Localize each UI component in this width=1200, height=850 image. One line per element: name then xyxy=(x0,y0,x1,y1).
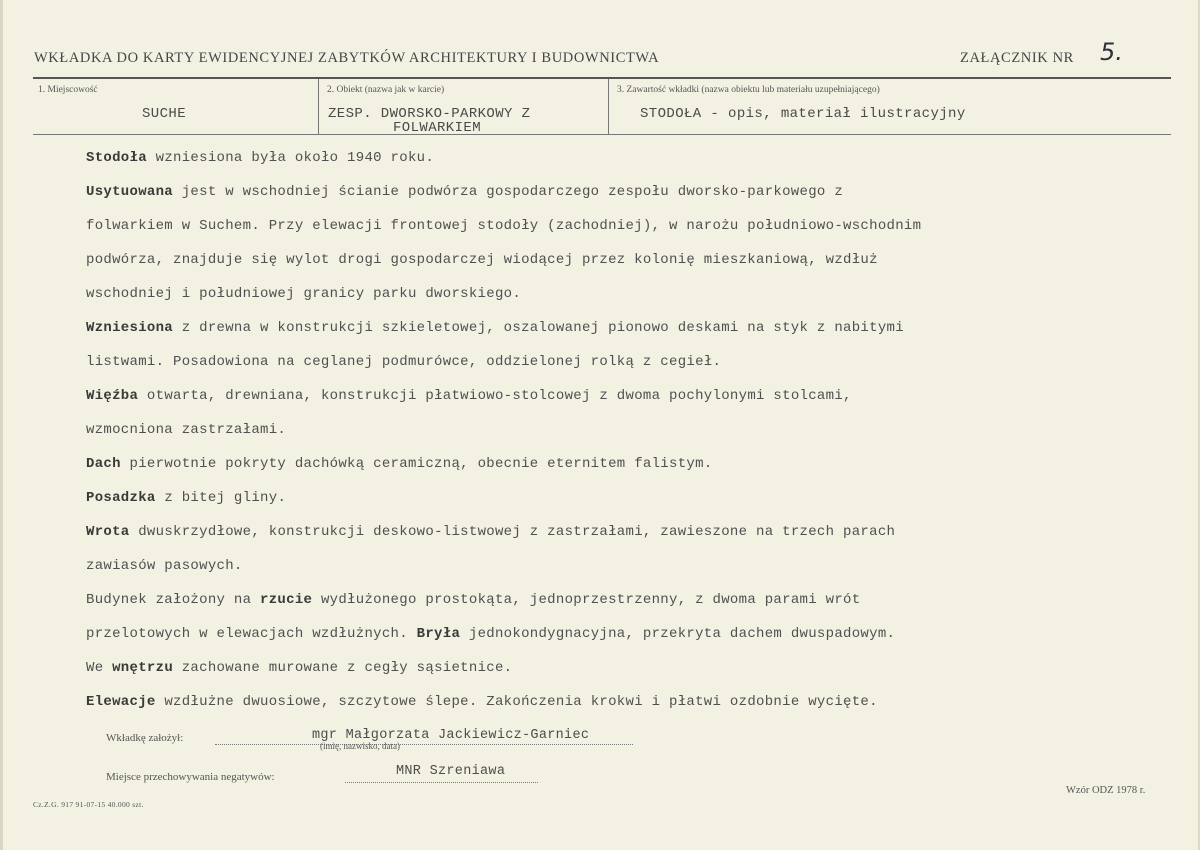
description-body xyxy=(86,141,1086,719)
section-keyword: Usytuowana xyxy=(86,184,174,200)
print-code: Cz.Z.G. 917 91-07-15 40.000 szt. xyxy=(33,800,144,809)
description-line xyxy=(86,583,1086,617)
description-line xyxy=(86,209,1086,243)
field-value-object-line2: FOLWARKIEM xyxy=(393,120,482,136)
section-keyword: rzucie xyxy=(260,592,313,608)
form-title: WKŁADKA DO KARTY EWIDENCYJNEJ ZABYTKÓW ARCHITEKTURY I BUDOWNICTWA xyxy=(34,50,660,66)
line-text: wzmocniona zastrzałami. xyxy=(86,422,287,438)
line-text: listwami. Posadowiona na ceglanej podmurówce, oddzielonej rolką z cegieł. xyxy=(86,354,722,370)
description-line xyxy=(86,379,1086,413)
description-line xyxy=(86,481,1086,515)
line-text: dwuskrzydłowe, konstrukcji deskowo-listwowej z zastrzałami, zawieszone na trzech parach xyxy=(129,524,896,540)
header-rule-bottom xyxy=(33,134,1171,135)
section-keyword: Wzniesiona xyxy=(86,320,174,336)
line-text: jest w wschodniej ścianie podwórza gospodarczego zespołu dworsko-parkowego z xyxy=(173,184,844,200)
created-by-hint: (imię, nazwisko, data) xyxy=(320,741,400,751)
storage-dotted-line xyxy=(345,782,538,783)
section-keyword: Dach xyxy=(86,456,121,472)
line-text: wschodniej i południowej granicy parku dworskiego. xyxy=(86,286,522,302)
line-text: zawiasów pasowych. xyxy=(86,558,243,574)
description-line xyxy=(86,515,1086,549)
storage-value: MNR Szreniawa xyxy=(396,764,506,779)
created-by-value: mgr Małgorzata Jackiewicz-Garniec xyxy=(312,728,590,743)
description-line xyxy=(86,277,1086,311)
section-keyword: wnętrzu xyxy=(112,660,174,676)
line-text: zachowane murowane z cegły sąsietnice. xyxy=(173,660,513,676)
field-label-object: 2. Obiekt (nazwa jak w karcie) xyxy=(327,85,445,95)
line-text: otwarta, drewniana, konstrukcji płatwiowo-stolcowej z dwoma pochylonymi stolcami, xyxy=(138,388,852,404)
description-line xyxy=(86,413,1086,447)
description-line xyxy=(86,651,1086,685)
created-by-label: Wkładkę założył: xyxy=(106,732,184,744)
annex-label: ZAŁĄCZNIK NR xyxy=(960,50,1074,66)
field-value-object-line1: ZESP. DWORSKO-PARKOWY Z xyxy=(328,106,531,122)
annex-number: 5. xyxy=(1100,38,1123,66)
description-line xyxy=(86,243,1086,277)
model-code: Wzór ODZ 1978 r. xyxy=(1066,785,1146,796)
section-keyword: Wrota xyxy=(86,524,130,540)
storage-label: Miejsce przechowywania negatywów: xyxy=(106,771,275,783)
description-line xyxy=(86,447,1086,481)
column-divider xyxy=(608,79,609,135)
description-line xyxy=(86,549,1086,583)
line-text: wzniesiona była około 1940 roku. xyxy=(146,150,435,166)
description-line xyxy=(86,311,1086,345)
line-text: folwarkiem w Suchem. Przy elewacji frontowej stodoły (zachodniej), w narożu południowo-wschodnim xyxy=(86,218,922,234)
created-by-dotted-line xyxy=(215,744,633,745)
field-value-location: SUCHE xyxy=(142,106,187,122)
line-text: pierwotnie pokryty dachówką ceramiczną, obecnie eternitem falistym. xyxy=(120,456,713,472)
description-line xyxy=(86,175,1086,209)
description-line xyxy=(86,141,1086,175)
field-label-location: 1. Miejscowość xyxy=(38,85,98,95)
line-text: jednokondygnacyjna, przekryta dachem dwuspadowym. xyxy=(460,626,896,642)
section-keyword: Elewacje xyxy=(86,694,156,710)
description-line xyxy=(86,685,1086,719)
description-line xyxy=(86,345,1086,379)
line-text: podwórza, znajduje się wylot drogi gospodarczej wiodącej przez kolonię mieszkaniową, wzdłuż xyxy=(86,252,878,268)
line-text: wydłużonego prostokąta, jednoprzestrzenny, z dwoma parami wrót xyxy=(312,592,861,608)
line-text: We xyxy=(86,660,113,676)
field-value-content: STODOŁA - opis, materiał ilustracyjny xyxy=(640,106,966,122)
line-text: wzdłużne dwuosiowe, szczytowe ślepe. Zakończenia krokwi i płatwi ozdobnie wycięte. xyxy=(155,694,878,710)
line-text: z bitej gliny. xyxy=(155,490,287,506)
section-keyword: Posadzka xyxy=(86,490,156,506)
description-line xyxy=(86,617,1086,651)
header-rule-top xyxy=(33,77,1171,79)
column-divider xyxy=(318,79,319,135)
section-keyword: Więźba xyxy=(86,388,139,404)
field-label-content: 3. Zawartość wkładki (nazwa obiektu lub materiału uzupełniającego) xyxy=(617,85,880,95)
section-keyword: Stodoła xyxy=(86,150,147,166)
line-text: Budynek założony na xyxy=(86,592,261,608)
scan-edge-left xyxy=(0,0,3,850)
line-text: z drewna w konstrukcji szkieletowej, oszalowanej pionowo deskami na styk z nabitymi xyxy=(173,320,904,336)
section-keyword: Bryła xyxy=(416,626,461,642)
line-text: przelotowych w elewacjach wzdłużnych. xyxy=(86,626,417,642)
